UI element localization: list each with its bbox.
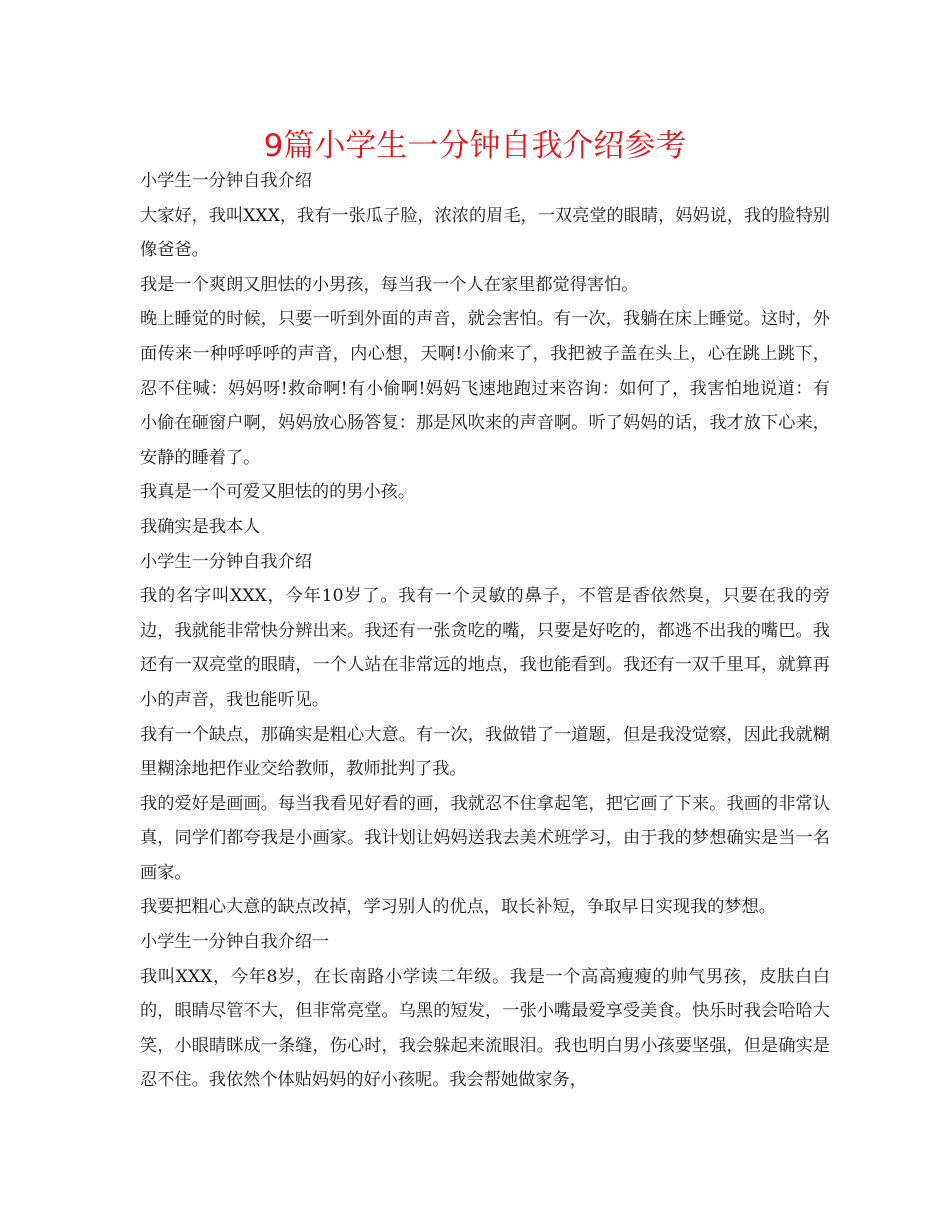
document-title: 9篇小学生一分钟自我介绍参考 [263,128,687,164]
body-paragraph: 我有一个缺点，那确实是粗心大意。有一次，我做错了一道题，但是我没觉察，因此我就糊里糊涂地把作业交给教师，教师批判了我。 [140,724,830,780]
body-paragraph: 我是一个爽朗又胆怯的小男孩，每当我一个人在家里都觉得害怕。 [140,274,639,295]
section-heading-3: 小学生一分钟自我介绍一 [140,932,330,953]
body-paragraph: 我要把粗心大意的缺点改掉，学习别人的优点，取长补短，争取早日实现我的梦想。 [140,897,776,918]
body-paragraph: 我确实是我本人 [140,516,261,537]
document-body [140,164,830,1098]
body-paragraph: 我的爱好是画画。每当我看见好看的画，我就忍不住拿起笔，把它画了下来。我画的非常认真，同学们都夸我是小画家。我计划让妈妈送我去美术班学习，由于我的梦想确实是当一名画家。 [140,793,830,883]
body-paragraph: 我的名字叫XXX，今年10岁了。我有一个灵敏的鼻子，不管是香依然臭，只要在我的旁边，我就能非常快分辨出来。我还有一张贪吃的嘴，只要是好吃的，都逃不出我的嘴巴。我还有一双亮堂的眼睛，一个人站在非常远的地点，我也能看到。我还有一双千里耳，就算再小的声音，我也能听见。 [140,586,830,710]
body-paragraph: 晚上睡觉的时候，只要一听到外面的声音，就会害怕。有一次，我躺在床上睡觉。这时，外面传来一种呼呼呼的声音，内心想，天啊!小偷来了，我把被子盖在头上，心在跳上跳下，忍不住喊：妈妈呀!救命啊!有小偷啊!妈妈飞速地跑过来咨询：如何了，我害怕地说道：有小偷在砸窗户啊，妈妈放心肠答复：那是风吹来的声音啊。听了妈妈的话，我才放下心来，安静的睡着了。 [140,309,830,468]
body-paragraph: 大家好，我叫XXX，我有一张瓜子脸，浓浓的眉毛，一双亮堂的眼睛，妈妈说，我的脸特别像爸爸。 [140,205,830,261]
section-heading-1: 小学生一分钟自我介绍 [140,171,312,191]
body-paragraph: 我真是一个可爱又胆怯的的男小孩。 [140,482,416,503]
body-paragraph: 我叫XXX，今年8岁，在长南路小学读二年级。我是一个高高瘦瘦的帅气男孩，皮肤白白的，眼睛尽管不大，但非常亮堂。乌黑的短发，一张小嘴最爱享受美食。快乐时我会哈哈大笑，小眼睛眯成一条缝，伤心时，我会躲起来流眼泪。我也明白男小孩要坚强，但是确实是忍不住。我依然个体贴妈妈的好小孩呢。我会帮她做家务， [140,966,830,1091]
section-heading-2: 小学生一分钟自我介绍 [140,551,312,572]
